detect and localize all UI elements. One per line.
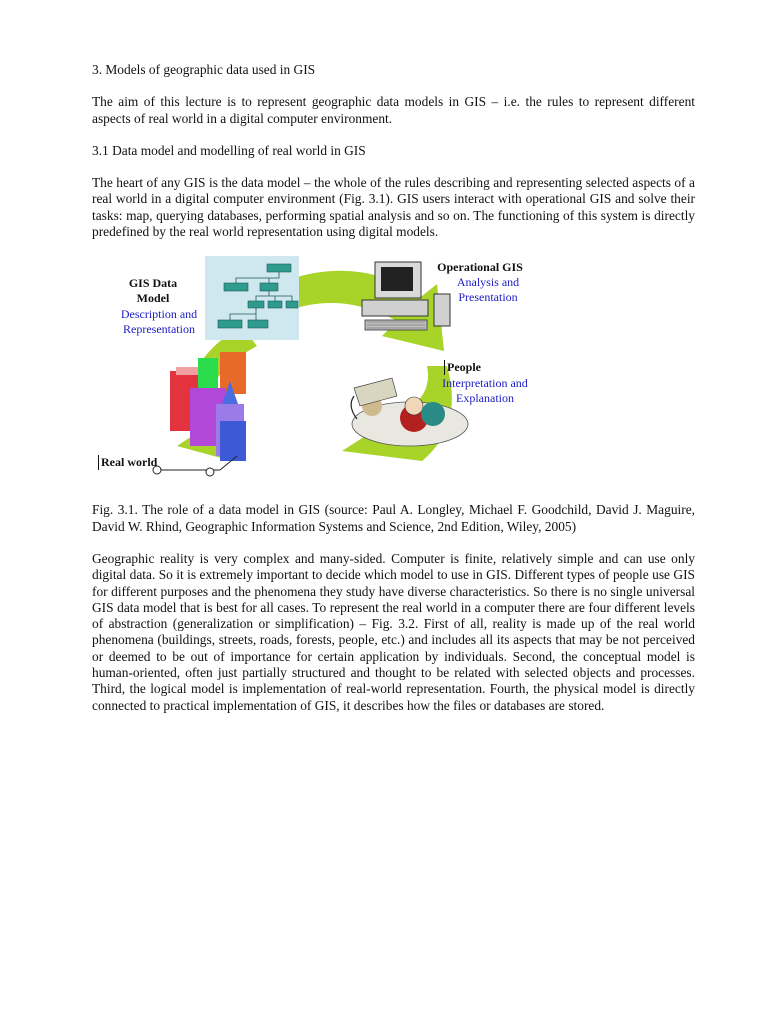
section-heading: 3. Models of geographic data used in GIS	[92, 62, 316, 77]
label-description: Description and	[120, 307, 198, 322]
intro-paragraph: The aim of this lecture is to represent geographic data models in GIS – i.e. the rules to represent different aspects of real world in a digital computer environment.	[92, 94, 695, 126]
label-interpretation: Interpretation and	[442, 376, 528, 391]
label-representation: Representation	[123, 322, 195, 337]
label-operational-gis: Operational GIS	[437, 260, 523, 275]
label-presentation: Presentation	[458, 290, 518, 305]
figure-data-model-cycle	[92, 256, 695, 482]
label-explanation: Explanation	[456, 391, 514, 406]
label-analysis: Analysis and	[456, 275, 520, 290]
label-gis-data: GIS Data	[128, 276, 178, 291]
subsection-heading: 3.1 Data model and modelling of real world in GIS	[92, 142, 366, 158]
figure-caption: Fig. 3.1. The role of a data model in GIS (source: Paul A. Longley, Michael F. Goodchild, David J. Maguire, David W. Rhind, Geographic Information Systems and Science, 2nd Edition, Wiley, 2005)	[92, 502, 695, 534]
label-real-world: Real world	[98, 455, 181, 470]
document-page	[92, 62, 695, 730]
paragraph-1: The heart of any GIS is the data model – the whole of the rules describing and representing selected aspects of a real world in a digital computer environment (Fig. 3.1). GIS users interact with operational GIS and solve their tasks: map, querying databases, performing spatial analysis and so on. The functioning of this system is directly predefined by the real world representation using digital models.	[92, 175, 695, 240]
paragraph-2: Geographic reality is very complex and many-sided. Computer is finite, relatively simple and can use only digital data. So it is extremely important to decide which model to use in GIS. Different types of people use GIS for different purposes and the phenomena they study have diverse characteristics. So there is no single universal GIS data model that is best for all cases. To represent the real world in a computer there are four different levels of abstraction (generalization or simplification) – Fig. 3.2. First of all, reality is made up of the real world phenomena (buildings, streets, roads, forests, people, etc.) and includes all its aspects that may be not perceived or deemed to be out of importance for certain application by individuals. Second, the conceptual model is human-oriented, often just partially structured and thought to be related with selected objects and processes. Third, the logical model is implementation of real-world representation. Fourth, the physical model is directly connected to practical implementation of GIS, it describes how the files or databases are stored.	[92, 550, 695, 713]
label-people: People	[444, 360, 497, 375]
label-model: Model	[136, 291, 170, 306]
